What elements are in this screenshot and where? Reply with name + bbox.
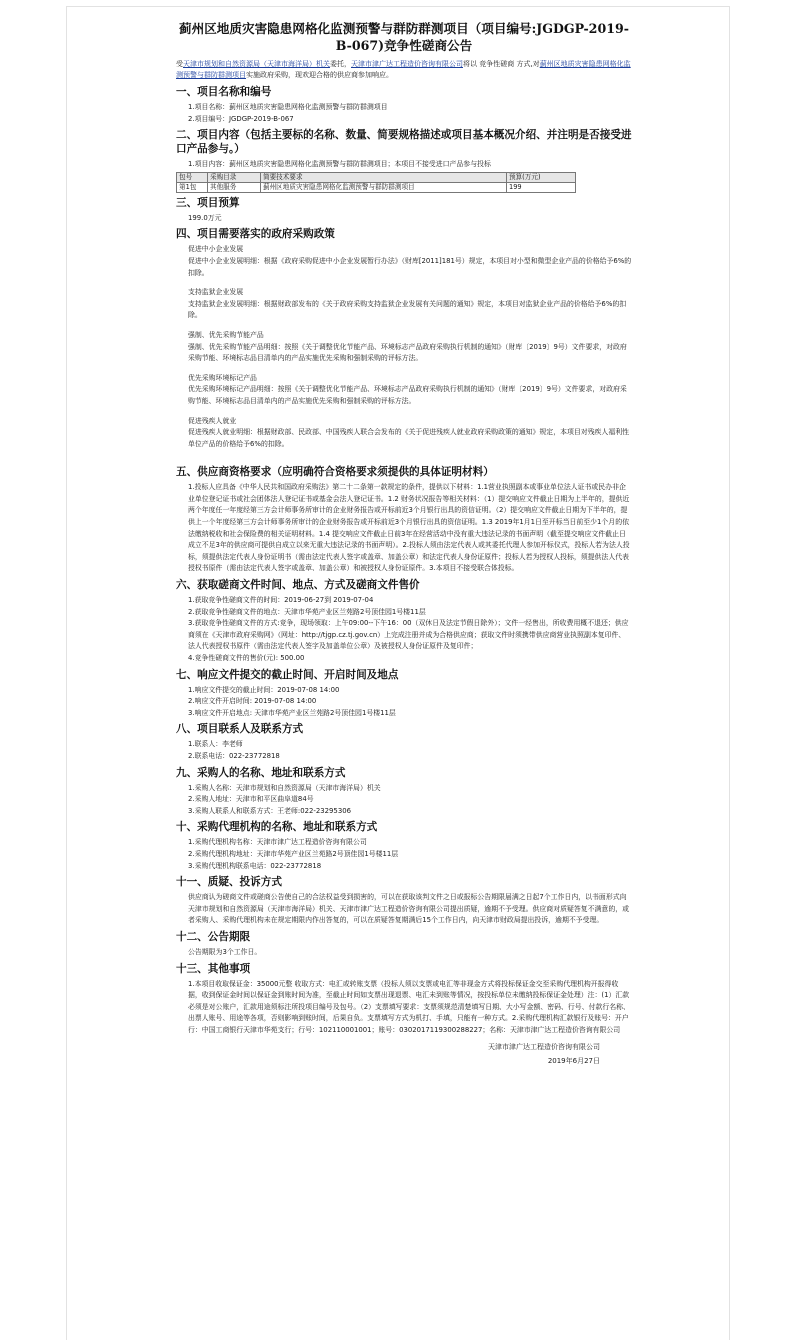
intro-text: 受 (176, 60, 183, 68)
section-line: 2.采购人地址：天津市和平区曲阜道84号 (188, 795, 314, 804)
section-heading: 八、项目联系人及联系方式 (176, 723, 304, 736)
policy-detail: 支持监狱企业发展明细：根据财政部发布的《关于政府采购支持监狱企业发展有关问题的通知》规定，本项目对监狱企业产品的价格给予6%的扣除。 (188, 299, 627, 320)
section-line: 3.采购人联系人和联系方式：王老师:022-23295306 (188, 806, 351, 815)
intro-paragraph (176, 59, 632, 81)
policy-detail: 优先采购环境标记产品明细：按照《关于调整优化节能产品、环境标志产品政府采购执行机制的通知》（财库〔2019〕9号）文件要求，对政府采购节能、环境标志品目清单内的产品实施优先采购和强制采购的评标方法。 (188, 385, 627, 405)
section-heading: 四、项目需要落实的政府采购政策 (176, 228, 335, 241)
policy-detail: 强制、优先采购节能产品明细：按照《关于调整优化节能产品、环境标志产品政府采购执行机制的通知》（财库〔2019〕9号）文件要求，对政府采购节能、环境标志品目清单内的产品实施优先采购和强制采购的评标方法。 (188, 342, 627, 363)
section-heading: 一、项目名称和编号 (176, 86, 272, 98)
section-line: 2.获取竞争性磋商文件的地点：天津市华苑产业区兰苑路2号顶佳园1号楼11层 (188, 607, 426, 616)
policy-detail: 促进残疾人就业明细：根据财政部、民政部、中国残疾人联合会发布的《关于促进残疾人就业政府采购政策的通知》规定，本项目对残疾人福利性单位产品的价格给予6%的扣除。 (188, 428, 629, 448)
section-line: 1.获取竞争性磋商文件的时间：2019-06-27到 2019-07-04 (188, 596, 374, 605)
budget-value: 199.0万元 (188, 213, 222, 222)
table-cell: 第1包 (177, 182, 208, 192)
section-line: 2.响应文件开启时间: 2019-07-08 14:00 (188, 697, 317, 706)
table-header-cell: 采购目录 (208, 172, 261, 182)
table-row (177, 182, 576, 192)
footer-date: 2019年6月27日 (547, 1057, 600, 1066)
table-header-row (177, 172, 576, 182)
footer-org: 天津市津广达工程造价咨询有限公司 (488, 1043, 600, 1052)
table-cell: 蓟州区地质灾害隐患网格化监测预警与群防群测项目 (261, 182, 507, 192)
section-heading: 二、项目内容（包括主要标的名称、数量、简要规格描述或项目基本概况介绍、并注明是否接受进口产品参与。） (176, 129, 632, 156)
section-heading: 十三、其他事项 (176, 962, 251, 975)
section-heading: 六、获取磋商文件时间、地点、方式及磋商文件售价 (176, 579, 420, 592)
section-line: 3.响应文件开启地点: 天津市华苑产业区兰苑路2号顶佳园1号楼11层 (188, 708, 396, 717)
section-line: 3.采购代理机构联系电话：022-23772818 (188, 861, 322, 870)
section-line: 2.联系电话：022-23772818 (188, 751, 280, 760)
section-line: 1.采购人名称：天津市规划和自然资源局（天津市海洋局）机关 (188, 783, 381, 792)
policy-title: 促进残疾人就业 (188, 416, 237, 425)
table-cell: 199 (507, 182, 576, 192)
policy-title: 促进中小企业发展 (188, 245, 244, 254)
section-line: 2.采购代理机构地址：天津市华苑产业区兰苑路2号顶佳园1号楼11层 (188, 849, 399, 858)
section-line: 1.联系人：李老师 (188, 740, 243, 749)
table-cell: 其他服务 (208, 182, 261, 192)
section-heading: 十二、公告期限 (176, 930, 251, 943)
complaint-text: 供应商认为磋商文件或磋商公告使自己的合法权益受到损害的，可以在获取该判文件之日或报标公告期限届满之日起7个工作日内，以书面形式向天津市规划和自然资源局（天津市海洋局）机关、天津市津广达工程造价咨询有限公司提出质疑，逾期不予受理。供应商对质疑答复不满意的，或者采购人、采购代理机构未在规定期限内作出答复的，可以在质疑答复期满后15个工作日内，向天津市财政局提出投诉，逾期不予受理。 (188, 893, 629, 925)
announcement-document (176, 20, 632, 1068)
table-header-cell: 预算(万元) (507, 172, 576, 182)
table-header-cell: 包号 (177, 172, 208, 182)
policy-title: 优先采购环境标记产品 (188, 373, 257, 382)
policy-title: 支持监狱企业发展 (188, 288, 244, 297)
table-header-cell: 简要技术要求 (261, 172, 507, 182)
intro-text: 实施政府采购，现欢迎合格的供应商参加响应。 (246, 71, 393, 79)
section-heading: 五、供应商资格要求（应明确符合资格要求须提供的具体证明材料） (176, 466, 494, 479)
section-line: 1.项目内容：蓟州区地质灾害隐患网格化监测预警与群防群测项目；本项目不接受进口产品参与投标 (188, 160, 491, 169)
signature-block (176, 1040, 632, 1068)
section-line: 公告期限为3个工作日。 (188, 947, 262, 956)
package-table (176, 172, 576, 193)
section-heading: 三、项目预算 (176, 196, 240, 209)
section-heading: 九、采购人的名称、地址和联系方式 (176, 766, 346, 779)
intro-text: 委托， (330, 60, 351, 68)
project-link[interactable]: 蓟州区地质灾害隐患网格化监测预警与群防群测项目 (176, 60, 631, 79)
section-heading: 十一、质疑、投诉方式 (176, 876, 282, 889)
section-heading: 十、采购代理机构的名称、地址和联系方式 (176, 821, 378, 834)
section-line: 3.获取竞争性磋商文件的方式:竞争，现场领取：上午09:00--下午16：00（双休日及法定节假日除外）；文件一经售出，所收费用概不退还；供应商须在《天津市政府采购网》（网址：http://tjgp.cz.tj.gov.cn）上完成注册并成为合格供应商；获取文件时须携带供应商营业执照副本复印件、法人代表授权书原件（需由法定代表人签字及加盖单位公章）及被授权人身份证原件及复印件； (188, 619, 629, 651)
section-line: 2.项目编号：JGDGP-2019-B-067 (188, 114, 294, 123)
section-heading: 七、响应文件提交的截止时间、开启时间及地点 (176, 668, 399, 681)
intro-text: 将以 竞争性磋商 方式,对 (463, 60, 540, 68)
policy-title: 强制、优先采购节能产品 (188, 330, 264, 339)
other-matters-text: 1.本项目收取保证金：35000元整 收取方式：电汇或转账支票（投标人须以支票或电汇等非现金方式将投标保证金交至采购代理机构开报得收据，收到保证金时间以保证金到账时间为准，至截止时间如支票出现退票、电汇未到账等情况，按投标单位未缴纳投标保证金处理）注：(1）汇款必须是对公账户，汇款用途须标注所投项目编号及包号。（2）支票填写要求：支票须规范清楚填写日期、大小写金额、密码、行号、付款行名称、出票人账号、用途等各项，否则影响到账时间，后果自负。支票填写方式为机打、手填，只能有一种方式。2.采购代理机构汇款银行及账号：开户行：中国工商银行天津市华苑支行；行号：102110001001；账号：0302017119300288227；名称：天津市津广达工程造价咨询有限公司 (188, 979, 630, 1034)
buyer-link[interactable]: 天津市规划和自然资源局（天津市海洋局）机关 (183, 60, 330, 68)
section-line: 1.响应文件提交的截止时间：2019-07-08 14:00 (188, 685, 340, 694)
qualification-text: 1.投标人应具备《中华人民共和国政府采购法》第二十二条第一款规定的条件，提供以下材料：1.1营业执照副本或事业单位法人证书或民办非企业单位登记证书或社会团体法人登记证书或基金会法人登记证书。1.2 财务状况报告等相关材料：（1）提交响应文件截止日期为上半年的，提供近两个年度任一年度经第三方会计师事务所审计的企业财务报告或开标前近3个月银行出具的资信证明。（2）提交响应文件截止日期为下半年的，提供上一个年度经第三方会计师事务所审计的企业财务报告或开标前近3个月银行出具的资信证明。1.3 2019年1月1日至开标当日前至少1个月的依法缴纳税收和社会保险费的相关证明材料。1.4 提交响应文件截止日前3年在经营活动中没有重大违法记录的书面声明（截至提交响应文件截止日成立不足3年的供应商可提供自成立以来无重大违法记录的书面声明）。2.投标人须由法定代表人或其委托代理人参加开标仪式，投标人若为法人投标，须提供法定代表人身份证明书（需由法定代表人签字或盖章、加盖公章）和法定代表人身份证原件；投标人若为授权人投标，须提供法人代表授权书原件（需由法定代表人签字或盖章、加盖公章）和被授权人身份证原件。3.本项目不接受联合体投标。 (188, 483, 630, 573)
section-line: 1.项目名称：蓟州区地质灾害隐患网格化监测预警与群防群测项目 (188, 103, 388, 111)
policy-detail: 促进中小企业发展明细：根据《政府采购促进中小企业发展暂行办法》（财库[2011]181号）规定，本项目对小型和微型企业产品的价格给予6%的扣除。 (188, 256, 632, 277)
agent-link[interactable]: 天津市津广达工程造价咨询有限公司 (351, 60, 463, 68)
section-line: 1.采购代理机构名称：天津市津广达工程造价咨询有限公司 (188, 838, 367, 847)
page-title: 蓟州区地质灾害隐患网格化监测预警与群防群测项目（项目编号:JGDGP-2019-B-067)竞争性磋商公告 (179, 21, 629, 53)
section-line: 4.竞争性磋商文件的售价(元): 500.00 (188, 654, 305, 662)
